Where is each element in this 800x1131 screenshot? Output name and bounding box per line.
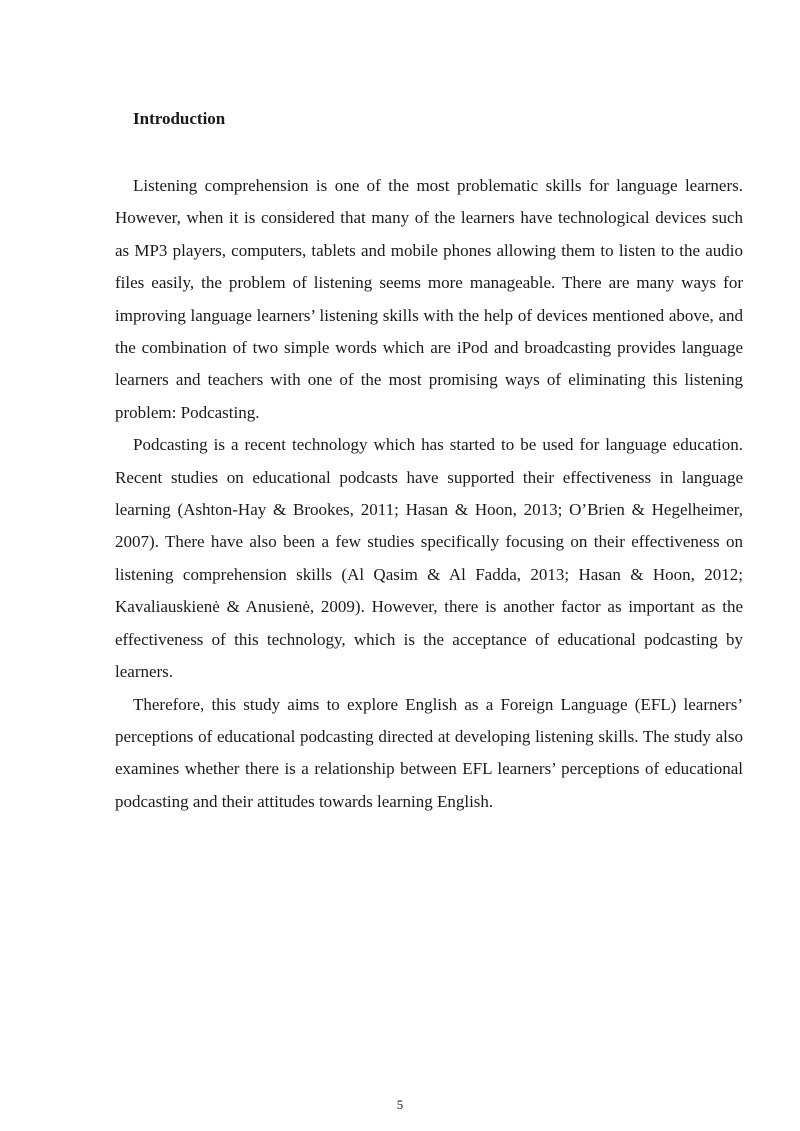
paragraph-2: Podcasting is a recent technology which has started to be used for language education. Recent studies on educational podcasts have supported their effectiveness in language learning (Ashton-Hay & Brookes, 2011; Hasan & Hoon, 2013; O’Brien & Hegelheimer, 2007). There have also been a few studies specifically focusing on their effectiveness on listening comprehension skills (Al Qasim & Al Fadda, 2013; Hasan & Hoon, 2012; Kavaliauskienė & Anusienė, 2009). However, there is another factor as important as the effectiveness of this technology, which is the acceptance of educational podcasting by learners. [115, 435, 743, 682]
paragraph-3: Therefore, this study aims to explore English as a Foreign Language (EFL) learners’ perceptions of educational podcasting directed at developing listening skills. The study also examines whether there is a relationship between EFL learners’ perceptions of educational podcasting and their attitudes towards learning English. [115, 694, 743, 811]
section-body [115, 170, 743, 818]
page-number: 5 [396, 1097, 404, 1112]
section-heading: Introduction [133, 109, 226, 128]
paragraph-1: Listening comprehension is one of the most problematic skills for language learners. However, when it is considered that many of the learners have technological devices such as MP3 players, computers, tablets and mobile phones allowing them to listen to the audio files easily, the problem of listening seems more manageable. There are many ways for improving language learners’ listening skills with the help of devices mentioned above, and the combination of two simple words which are iPod and broadcasting provides language learners and teachers with one of the most promising ways of eliminating this listening problem: Podcasting. [115, 176, 743, 422]
